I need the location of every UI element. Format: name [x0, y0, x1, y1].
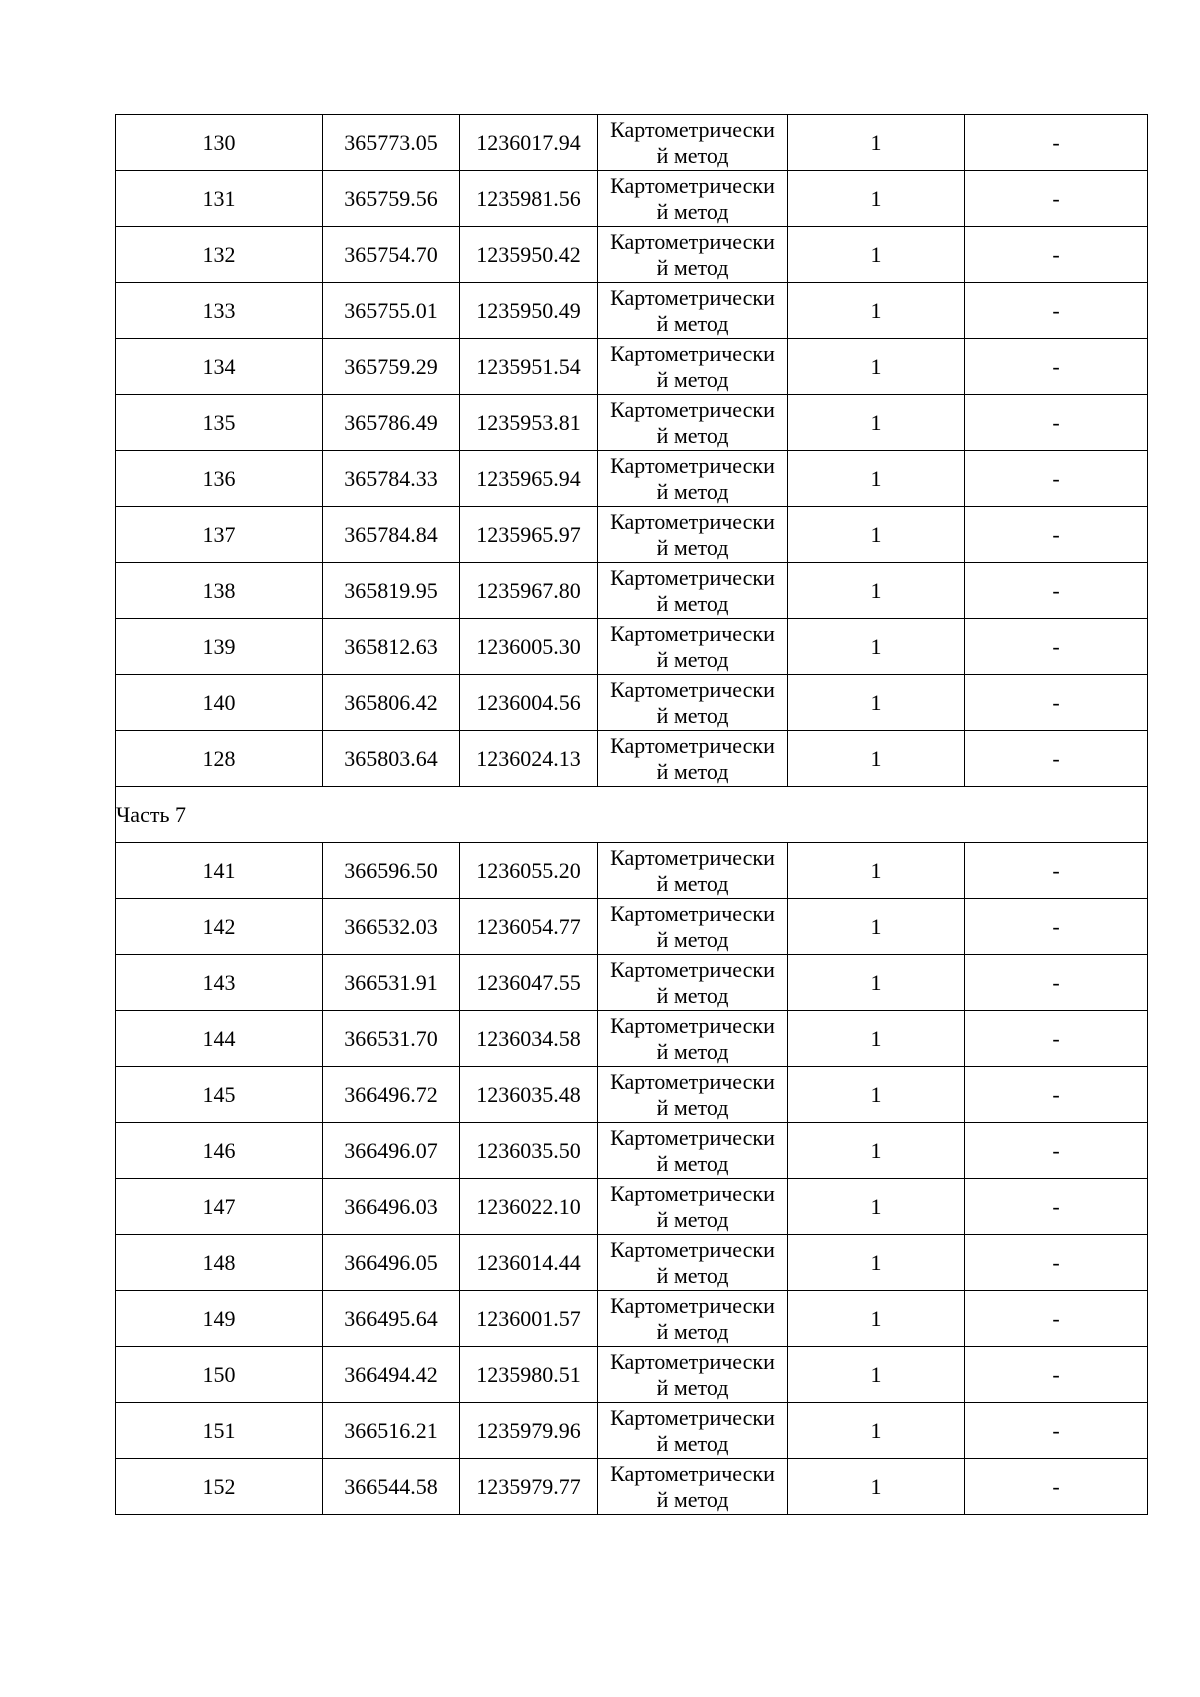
- method-line-2: й метод: [656, 982, 729, 1008]
- point-number-cell: 151: [116, 1403, 323, 1459]
- method-line-1: Картометрически: [610, 564, 775, 590]
- note-cell: -: [965, 395, 1148, 451]
- method-cell: [598, 843, 788, 899]
- method-line-2: й метод: [656, 478, 729, 504]
- accuracy-cell: 1: [788, 675, 965, 731]
- note-cell: -: [965, 675, 1148, 731]
- y-coordinate-cell: 1236001.57: [460, 1291, 598, 1347]
- note-cell: -: [965, 507, 1148, 563]
- table-row: [116, 115, 1148, 171]
- method-line-1: Картометрически: [610, 396, 775, 422]
- y-coordinate-cell: 1235979.96: [460, 1403, 598, 1459]
- note-cell: -: [965, 227, 1148, 283]
- table-row: [116, 731, 1148, 787]
- table-row: [116, 1067, 1148, 1123]
- method-cell: [598, 227, 788, 283]
- point-number-cell: 147: [116, 1179, 323, 1235]
- method-cell: [598, 731, 788, 787]
- method-line-2: й метод: [656, 366, 729, 392]
- x-coordinate-cell: 365784.84: [323, 507, 460, 563]
- method-line-2: й метод: [656, 758, 729, 784]
- point-number-cell: 130: [116, 115, 323, 171]
- method-line-1: Картометрически: [610, 284, 775, 310]
- method-line-2: й метод: [656, 702, 729, 728]
- point-number-cell: 139: [116, 619, 323, 675]
- method-line-2: й метод: [656, 1486, 729, 1512]
- accuracy-cell: 1: [788, 1067, 965, 1123]
- note-cell: -: [965, 563, 1148, 619]
- method-cell: [598, 115, 788, 171]
- point-number-cell: 146: [116, 1123, 323, 1179]
- accuracy-cell: 1: [788, 283, 965, 339]
- point-number-cell: 144: [116, 1011, 323, 1067]
- x-coordinate-cell: 366496.72: [323, 1067, 460, 1123]
- method-line-2: й метод: [656, 1150, 729, 1176]
- accuracy-cell: 1: [788, 731, 965, 787]
- section-label: Часть 7: [116, 787, 1148, 843]
- y-coordinate-cell: 1236005.30: [460, 619, 598, 675]
- x-coordinate-cell: 366496.03: [323, 1179, 460, 1235]
- note-cell: -: [965, 1067, 1148, 1123]
- method-line-1: Картометрически: [610, 1236, 775, 1262]
- method-cell: [598, 1403, 788, 1459]
- table-row: [116, 843, 1148, 899]
- y-coordinate-cell: 1236004.56: [460, 675, 598, 731]
- method-line-2: й метод: [656, 870, 729, 896]
- point-number-cell: 148: [116, 1235, 323, 1291]
- point-number-cell: 133: [116, 283, 323, 339]
- x-coordinate-cell: 365754.70: [323, 227, 460, 283]
- point-number-cell: 140: [116, 675, 323, 731]
- x-coordinate-cell: 365812.63: [323, 619, 460, 675]
- note-cell: -: [965, 1235, 1148, 1291]
- method-cell: [598, 1067, 788, 1123]
- coordinates-table: [115, 114, 1148, 1515]
- accuracy-cell: 1: [788, 395, 965, 451]
- x-coordinate-cell: 366544.58: [323, 1459, 460, 1515]
- method-cell: [598, 1235, 788, 1291]
- accuracy-cell: 1: [788, 1291, 965, 1347]
- note-cell: -: [965, 283, 1148, 339]
- table-row: [116, 451, 1148, 507]
- table-row: [116, 899, 1148, 955]
- x-coordinate-cell: 365803.64: [323, 731, 460, 787]
- method-line-1: Картометрически: [610, 116, 775, 142]
- note-cell: -: [965, 115, 1148, 171]
- x-coordinate-cell: 365784.33: [323, 451, 460, 507]
- method-line-1: Картометрически: [610, 340, 775, 366]
- table-row: [116, 339, 1148, 395]
- accuracy-cell: 1: [788, 339, 965, 395]
- method-cell: [598, 339, 788, 395]
- x-coordinate-cell: 365819.95: [323, 563, 460, 619]
- method-line-1: Картометрически: [610, 1348, 775, 1374]
- method-cell: [598, 451, 788, 507]
- accuracy-cell: 1: [788, 1347, 965, 1403]
- point-number-cell: 138: [116, 563, 323, 619]
- note-cell: -: [965, 619, 1148, 675]
- table-row: [116, 1235, 1148, 1291]
- method-line-1: Картометрически: [610, 1124, 775, 1150]
- note-cell: -: [965, 1179, 1148, 1235]
- method-cell: [598, 619, 788, 675]
- note-cell: -: [965, 1291, 1148, 1347]
- method-cell: [598, 1123, 788, 1179]
- method-line-2: й метод: [656, 590, 729, 616]
- accuracy-cell: 1: [788, 1235, 965, 1291]
- accuracy-cell: 1: [788, 955, 965, 1011]
- method-line-1: Картометрически: [610, 844, 775, 870]
- method-line-1: Картометрически: [610, 1180, 775, 1206]
- method-line-2: й метод: [656, 1038, 729, 1064]
- accuracy-cell: 1: [788, 507, 965, 563]
- point-number-cell: 136: [116, 451, 323, 507]
- x-coordinate-cell: 366496.05: [323, 1235, 460, 1291]
- method-line-2: й метод: [656, 1374, 729, 1400]
- accuracy-cell: 1: [788, 843, 965, 899]
- method-cell: [598, 1291, 788, 1347]
- method-line-2: й метод: [656, 1262, 729, 1288]
- table-row: [116, 171, 1148, 227]
- note-cell: -: [965, 1403, 1148, 1459]
- table-row: [116, 955, 1148, 1011]
- accuracy-cell: 1: [788, 1011, 965, 1067]
- x-coordinate-cell: 365806.42: [323, 675, 460, 731]
- point-number-cell: 135: [116, 395, 323, 451]
- accuracy-cell: 1: [788, 1179, 965, 1235]
- method-line-1: Картометрически: [610, 732, 775, 758]
- y-coordinate-cell: 1235967.80: [460, 563, 598, 619]
- method-line-2: й метод: [656, 198, 729, 224]
- table-row: [116, 227, 1148, 283]
- note-cell: -: [965, 1347, 1148, 1403]
- method-line-1: Картометрически: [610, 228, 775, 254]
- accuracy-cell: 1: [788, 1123, 965, 1179]
- x-coordinate-cell: 366494.42: [323, 1347, 460, 1403]
- y-coordinate-cell: 1236047.55: [460, 955, 598, 1011]
- y-coordinate-cell: 1235951.54: [460, 339, 598, 395]
- method-cell: [598, 395, 788, 451]
- note-cell: -: [965, 843, 1148, 899]
- y-coordinate-cell: 1235953.81: [460, 395, 598, 451]
- accuracy-cell: 1: [788, 451, 965, 507]
- accuracy-cell: 1: [788, 563, 965, 619]
- note-cell: -: [965, 171, 1148, 227]
- accuracy-cell: 1: [788, 899, 965, 955]
- x-coordinate-cell: 365759.29: [323, 339, 460, 395]
- point-number-cell: 131: [116, 171, 323, 227]
- method-line-2: й метод: [656, 1206, 729, 1232]
- table-row: [116, 1011, 1148, 1067]
- y-coordinate-cell: 1235981.56: [460, 171, 598, 227]
- y-coordinate-cell: 1236014.44: [460, 1235, 598, 1291]
- table-row: [116, 507, 1148, 563]
- note-cell: -: [965, 1011, 1148, 1067]
- method-line-2: й метод: [656, 926, 729, 952]
- y-coordinate-cell: 1236055.20: [460, 843, 598, 899]
- note-cell: -: [965, 899, 1148, 955]
- point-number-cell: 142: [116, 899, 323, 955]
- accuracy-cell: 1: [788, 227, 965, 283]
- point-number-cell: 134: [116, 339, 323, 395]
- method-line-1: Картометрически: [610, 676, 775, 702]
- x-coordinate-cell: 365773.05: [323, 115, 460, 171]
- method-line-1: Картометрически: [610, 620, 775, 646]
- method-cell: [598, 899, 788, 955]
- y-coordinate-cell: 1235965.97: [460, 507, 598, 563]
- method-cell: [598, 171, 788, 227]
- method-cell: [598, 563, 788, 619]
- x-coordinate-cell: 366496.07: [323, 1123, 460, 1179]
- x-coordinate-cell: 366531.70: [323, 1011, 460, 1067]
- method-line-1: Картометрически: [610, 172, 775, 198]
- method-line-2: й метод: [656, 1430, 729, 1456]
- method-cell: [598, 1459, 788, 1515]
- accuracy-cell: 1: [788, 1403, 965, 1459]
- method-line-2: й метод: [656, 422, 729, 448]
- method-line-1: Картометрически: [610, 1292, 775, 1318]
- method-line-1: Картометрически: [610, 1012, 775, 1038]
- method-cell: [598, 1011, 788, 1067]
- method-line-1: Картометрически: [610, 1460, 775, 1486]
- section-row: [116, 787, 1148, 843]
- accuracy-cell: 1: [788, 171, 965, 227]
- method-line-1: Картометрически: [610, 900, 775, 926]
- method-cell: [598, 955, 788, 1011]
- point-number-cell: 137: [116, 507, 323, 563]
- y-coordinate-cell: 1235980.51: [460, 1347, 598, 1403]
- x-coordinate-cell: 366516.21: [323, 1403, 460, 1459]
- table-row: [116, 1291, 1148, 1347]
- y-coordinate-cell: 1236022.10: [460, 1179, 598, 1235]
- y-coordinate-cell: 1236054.77: [460, 899, 598, 955]
- y-coordinate-cell: 1236035.50: [460, 1123, 598, 1179]
- y-coordinate-cell: 1235979.77: [460, 1459, 598, 1515]
- method-cell: [598, 507, 788, 563]
- method-line-1: Картометрически: [610, 452, 775, 478]
- point-number-cell: 141: [116, 843, 323, 899]
- y-coordinate-cell: 1236034.58: [460, 1011, 598, 1067]
- method-line-2: й метод: [656, 254, 729, 280]
- x-coordinate-cell: 365759.56: [323, 171, 460, 227]
- method-line-2: й метод: [656, 1318, 729, 1344]
- table-row: [116, 1179, 1148, 1235]
- note-cell: -: [965, 451, 1148, 507]
- note-cell: -: [965, 955, 1148, 1011]
- accuracy-cell: 1: [788, 1459, 965, 1515]
- y-coordinate-cell: 1236024.13: [460, 731, 598, 787]
- accuracy-cell: 1: [788, 619, 965, 675]
- table-row: [116, 675, 1148, 731]
- method-cell: [598, 1179, 788, 1235]
- x-coordinate-cell: 366596.50: [323, 843, 460, 899]
- method-line-1: Картометрически: [610, 1404, 775, 1430]
- note-cell: -: [965, 339, 1148, 395]
- accuracy-cell: 1: [788, 115, 965, 171]
- method-line-2: й метод: [656, 534, 729, 560]
- note-cell: -: [965, 731, 1148, 787]
- point-number-cell: 150: [116, 1347, 323, 1403]
- y-coordinate-cell: 1236035.48: [460, 1067, 598, 1123]
- note-cell: -: [965, 1123, 1148, 1179]
- x-coordinate-cell: 366495.64: [323, 1291, 460, 1347]
- method-cell: [598, 1347, 788, 1403]
- table-row: [116, 1347, 1148, 1403]
- point-number-cell: 149: [116, 1291, 323, 1347]
- table-row: [116, 619, 1148, 675]
- method-line-1: Картометрически: [610, 508, 775, 534]
- note-cell: -: [965, 1459, 1148, 1515]
- point-number-cell: 145: [116, 1067, 323, 1123]
- x-coordinate-cell: 366532.03: [323, 899, 460, 955]
- method-line-2: й метод: [656, 142, 729, 168]
- method-line-2: й метод: [656, 310, 729, 336]
- x-coordinate-cell: 365755.01: [323, 283, 460, 339]
- y-coordinate-cell: 1235950.42: [460, 227, 598, 283]
- y-coordinate-cell: 1235965.94: [460, 451, 598, 507]
- y-coordinate-cell: 1236017.94: [460, 115, 598, 171]
- coordinates-table-body: [116, 115, 1148, 1515]
- y-coordinate-cell: 1235950.49: [460, 283, 598, 339]
- method-line-2: й метод: [656, 1094, 729, 1120]
- method-cell: [598, 675, 788, 731]
- point-number-cell: 152: [116, 1459, 323, 1515]
- table-row: [116, 1123, 1148, 1179]
- table-row: [116, 563, 1148, 619]
- method-line-1: Картометрически: [610, 956, 775, 982]
- point-number-cell: 128: [116, 731, 323, 787]
- table-row: [116, 1403, 1148, 1459]
- method-cell: [598, 283, 788, 339]
- table-row: [116, 395, 1148, 451]
- point-number-cell: 143: [116, 955, 323, 1011]
- table-row: [116, 283, 1148, 339]
- table-row: [116, 1459, 1148, 1515]
- point-number-cell: 132: [116, 227, 323, 283]
- x-coordinate-cell: 366531.91: [323, 955, 460, 1011]
- x-coordinate-cell: 365786.49: [323, 395, 460, 451]
- method-line-1: Картометрически: [610, 1068, 775, 1094]
- method-line-2: й метод: [656, 646, 729, 672]
